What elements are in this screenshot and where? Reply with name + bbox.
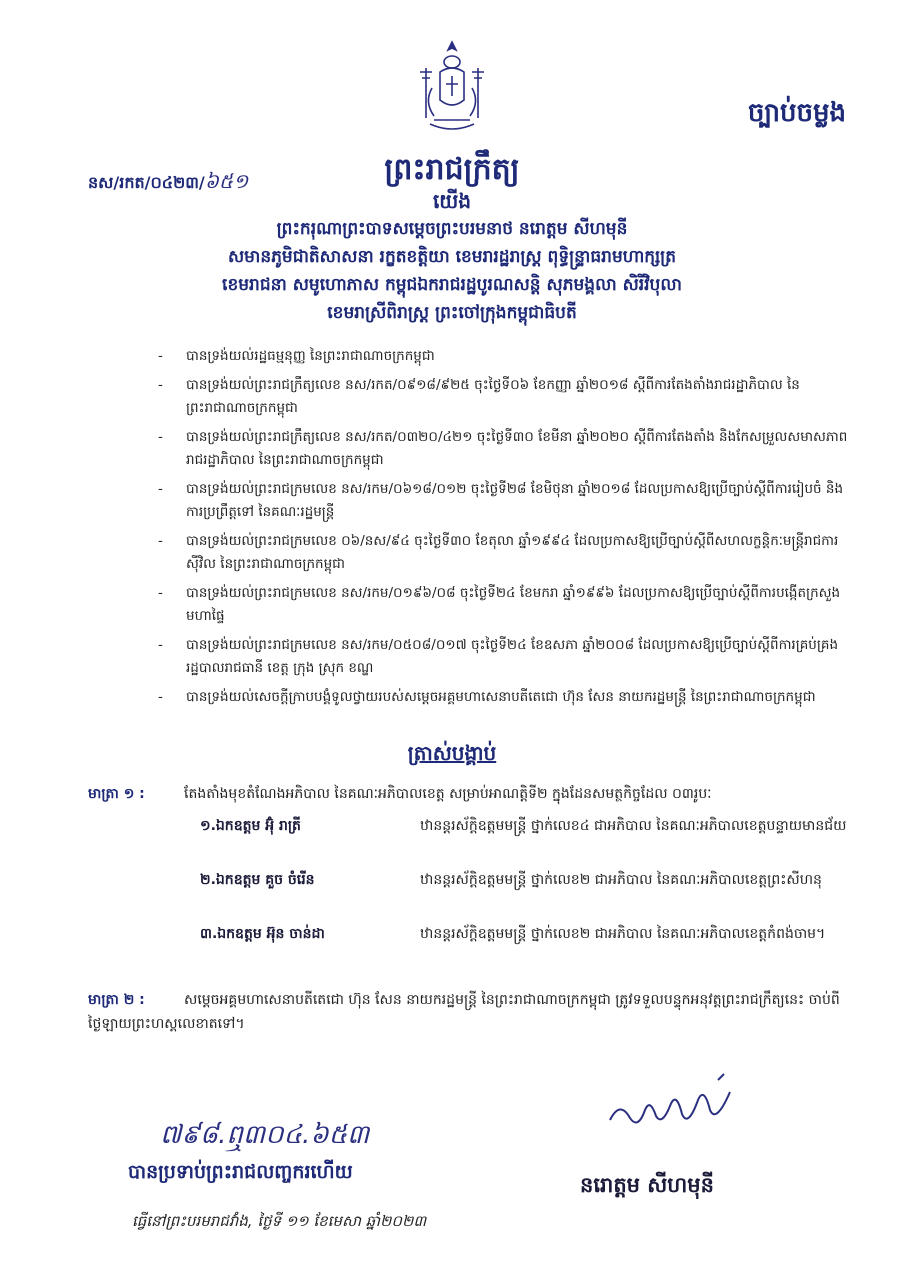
appointee-row xyxy=(200,922,860,947)
consideration-item: - បានទ្រង់យល់ព្រះរាជក្រមលេខ នស/រកម/០៥០៨/០១៧ ចុះថ្ងៃទី២៤ ខែឧសភា ឆ្នាំ២០០៨ ដែលប្រកាសឱ្យប្រើច្បាប់ស្តីពីការគ្រប់គ្រងរដ្ឋបាលរាជធានី ខេត្ត ក្រុង ស្រុក ខណ្ឌ xyxy=(158,637,839,676)
article-2-text: សម្តេចអគ្គមហាសេនាបតីតេជោ ហ៊ុន សែន នាយករដ្ឋមន្ត្រី នៃព្រះរាជាណាចក្រកម្ពុជា ត្រូវទទួលបន្ទុកអនុវត្តព្រះរាជក្រឹត្យនេះ ចាប់ពីថ្ងៃឡាយព្រះហស្តលេខាតទៅ។ xyxy=(88,992,840,1032)
considerations-list xyxy=(158,345,858,715)
reference-handwritten-number: ៦៥១ xyxy=(204,169,249,193)
article-1-text: តែងតាំងមុខតំណែងអភិបាល នៃគណៈអភិបាលខេត្ត សម្រាប់អាណត្តិទី២ ក្នុងដែនសមត្ថកិច្ចដែល ០៣រូបៈ xyxy=(184,786,712,802)
appointee-description: ឋានន្តរស័ក្តិឧត្តមមន្ត្រី ថ្នាក់លេខ៤ ជាអភិបាល នៃគណៈអភិបាលខេត្តបន្ទាយមានជ័យ xyxy=(420,818,847,834)
certified-copy-stamp: ច្បាប់ចម្លង xyxy=(747,98,846,128)
king-title-line-2: សមានភូមិជាតិសាសនា រក្ខតខត្តិយា ខេមរារដ្ឋរាស្ត្រ ពុទ្ធិន្ទ្រាធរាមហាក្សត្រ xyxy=(227,247,677,267)
consideration-item: - បានទ្រង់យល់សេចក្តីក្រាបបង្គំទូលថ្វាយរបស់សម្តេចអគ្គមហាសេនាបតីតេជោ ហ៊ុន សែន នាយករដ្ឋមន្ត្រី នៃព្រះរាជាណាចក្រកម្ពុជា xyxy=(158,689,816,705)
consideration-text: បានទ្រង់យល់សេចក្តីក្រាបបង្គំទូលថ្វាយរបស់សម្តេចអគ្គមហាសេនាបតីតេជោ ហ៊ុន សែន នាយករដ្ឋមន្ត្រី នៃព្រះរាជាណាចក្រកម្ពុជា xyxy=(186,689,816,705)
royal-coat-of-arms-emblem xyxy=(412,38,492,138)
consideration-text: បានទ្រង់យល់ព្រះរាជក្រមលេខ ០៦/នស/៩៤ ចុះថ្ងៃទី៣០ ខែតុលា ឆ្នាំ១៩៩៤ ដែលប្រកាសឱ្យប្រើច្បាប់ស្តីពីសហលក្ខន្តិកៈមន្ត្រីរាជការស៊ីវិល នៃព្រះរាជាណាចក្រកម្ពុជា xyxy=(186,533,839,572)
appointee-name: ៣.ឯកឧត្តម អ៊ុន ចាន់ដា xyxy=(200,926,325,942)
consideration-item: - បានទ្រង់យល់ព្រះរាជក្រឹត្យលេខ នស/រកត/០៣២០/៤២១ ចុះថ្ងៃទី៣០ ខែមីនា ឆ្នាំ២០២០ ស្តីពីការតែងតាំង និងកែសម្រួលសមាសភាពរាជរដ្ឋាភិបាល នៃព្រះរាជាណាចក្រកម្ពុជា xyxy=(158,429,848,468)
we-heading: យើង xyxy=(432,189,472,213)
consideration-text: បានទ្រង់យល់រដ្ឋធម្មនុញ្ញ នៃព្រះរាជាណាចក្រកម្ពុជា xyxy=(186,348,435,364)
reference-number: នស/រកត/០៤២៣/ xyxy=(88,173,205,192)
appointee-description: ឋានន្តរស័ក្តិឧត្តមមន្ត្រី ថ្នាក់លេខ២ ជាអភិបាល នៃគណៈអភិបាលខេត្តព្រះសីហនុ xyxy=(420,872,822,888)
article-1 xyxy=(88,782,848,806)
consideration-text: បានទ្រង់យល់ព្រះរាជក្រមលេខ នស/រកម/០១៩៦/០៨ ចុះថ្ងៃទី២៤ ខែមករា ឆ្នាំ១៩៩៦ ដែលប្រកាសឱ្យប្រើច្បាប់ស្តីពីការបង្កើតក្រសួងមហាផ្ទៃ xyxy=(186,585,841,624)
document-title: ព្រះរាជក្រឹត្យ xyxy=(384,152,520,187)
decree-heading: ត្រាស់បង្គាប់ xyxy=(407,741,497,765)
royal-signature xyxy=(590,1070,770,1140)
royal-seal-certification: បានប្រទាប់ព្រះរាជលញ្ចករហើយ xyxy=(128,1161,353,1183)
article-2-label: មាត្រា ២ : xyxy=(88,992,145,1008)
consideration-text: បានទ្រង់យល់ព្រះរាជក្រមលេខ នស/រកម/០៦១៨/០១២ ចុះថ្ងៃទី២៨ ខែមិថុនា ឆ្នាំ២០១៨ ដែលប្រកាសឱ្យប្រើច្បាប់ស្តីពីការរៀបចំ និងការប្រព្រឹត្តទៅ នៃគណៈរដ្ឋមន្ត្រី xyxy=(186,481,844,520)
consideration-text: បានទ្រង់យល់ព្រះរាជក្រឹត្យលេខ នស/រកត/០៩១៨/៩២៥ ចុះថ្ងៃទី០៦ ខែកញ្ញា ឆ្នាំ២០១៨ ស្តីពីការតែងតាំងរាជរដ្ឋាភិបាល នៃព្រះរាជាណាចក្រកម្ពុជា xyxy=(186,377,800,416)
king-title-line-1: ព្រះករុណាព្រះបាទសម្តេចព្រះបរមនាថ នរោត្តម សីហមុនី xyxy=(276,219,628,239)
appointee-row xyxy=(200,868,860,893)
consideration-text: បានទ្រង់យល់ព្រះរាជក្រឹត្យលេខ នស/រកត/០៣២០/៤២១ ចុះថ្ងៃទី៣០ ខែមីនា ឆ្នាំ២០២០ ស្តីពីការតែងតាំង និងកែសម្រួលសមាសភាពរាជរដ្ឋាភិបាល នៃព្រះរាជាណាចក្រកម្ពុជា xyxy=(186,429,848,468)
consideration-item: - បានទ្រង់យល់ព្រះរាជក្រមលេខ នស/រកម/០៦១៨/០១២ ចុះថ្ងៃទី២៨ ខែមិថុនា ឆ្នាំ២០១៨ ដែលប្រកាសឱ្យប្រើច្បាប់ស្តីពីការរៀបចំ និងការប្រព្រឹត្តទៅ នៃគណៈរដ្ឋមន្ត្រី xyxy=(158,481,844,520)
king-title-line-3: ខេមរាជនា សមូហោភាស កម្ពុជឯករាជរដ្ឋបូរណសន្តិ សុភមង្គលា សិរីវិបុលា xyxy=(222,275,682,295)
consideration-text: បានទ្រង់យល់ព្រះរាជក្រមលេខ នស/រកម/០៥០៨/០១៧ ចុះថ្ងៃទី២៤ ខែឧសភា ឆ្នាំ២០០៨ ដែលប្រកាសឱ្យប្រើច្បាប់ស្តីពីការគ្រប់គ្រងរដ្ឋបាលរាជធានី ខេត្ត ក្រុង ស្រុក ខណ្ឌ xyxy=(186,637,839,676)
signatory-name: នរោត្តម សីហមុនី xyxy=(580,1173,714,1197)
appointee-row xyxy=(200,814,860,839)
appointee-name: ១.ឯកឧត្តម អ៊ុំ រាត្រី xyxy=(200,818,301,834)
article-2 xyxy=(88,988,848,1036)
king-title-line-4: ខេមរាស្រីពិរាស្ត្រ ព្រះចៅក្រុងកម្ពុជាធិបតី xyxy=(327,303,577,323)
consideration-item: - បានទ្រង់យល់រដ្ឋធម្មនុញ្ញ នៃព្រះរាជាណាចក្រកម្ពុជា xyxy=(158,348,435,364)
consideration-item: - បានទ្រង់យល់ព្រះរាជក្រឹត្យលេខ នស/រកត/០៩១៨/៩២៥ ចុះថ្ងៃទី០៦ ខែកញ្ញា ឆ្នាំ២០១៨ ស្តីពីការតែងតាំងរាជរដ្ឋាភិបាល នៃព្រះរាជាណាចក្រកម្ពុជា xyxy=(158,377,800,416)
consideration-item: - បានទ្រង់យល់ព្រះរាជក្រមលេខ នស/រកម/០១៩៦/០៨ ចុះថ្ងៃទី២៤ ខែមករា ឆ្នាំ១៩៩៦ ដែលប្រកាសឱ្យប្រើច្បាប់ស្តីពីការបង្កើតក្រសួងមហាផ្ទៃ xyxy=(158,585,841,624)
consideration-item: - បានទ្រង់យល់ព្រះរាជក្រមលេខ ០៦/នស/៩៤ ចុះថ្ងៃទី៣០ ខែតុលា ឆ្នាំ១៩៩៤ ដែលប្រកាសឱ្យប្រើច្បាប់ស្តីពីសហលក្ខន្តិកៈមន្ត្រីរាជការស៊ីវិល នៃព្រះរាជាណាចក្រកម្ពុជា xyxy=(158,533,839,572)
place-and-date: ធ្វើនៅព្រះបរមរាជវាំង, ថ្ងៃទី ១១ ខែមេសា ឆ្នាំ២០២៣ xyxy=(132,1212,427,1230)
appointee-description: ឋានន្តរស័ក្តិឧត្តមមន្ត្រី ថ្នាក់លេខ២ ជាអភិបាល នៃគណៈអភិបាលខេត្តកំពង់ចាម។ xyxy=(420,926,826,942)
handwritten-registration-number: ៧៩៨.ឮ៣០៤.៦៥៣ xyxy=(160,1120,370,1150)
article-1-label: មាត្រា ១ : xyxy=(88,786,145,802)
appointee-name: ២.ឯកឧត្តម គួច ចំរើន xyxy=(200,872,315,888)
